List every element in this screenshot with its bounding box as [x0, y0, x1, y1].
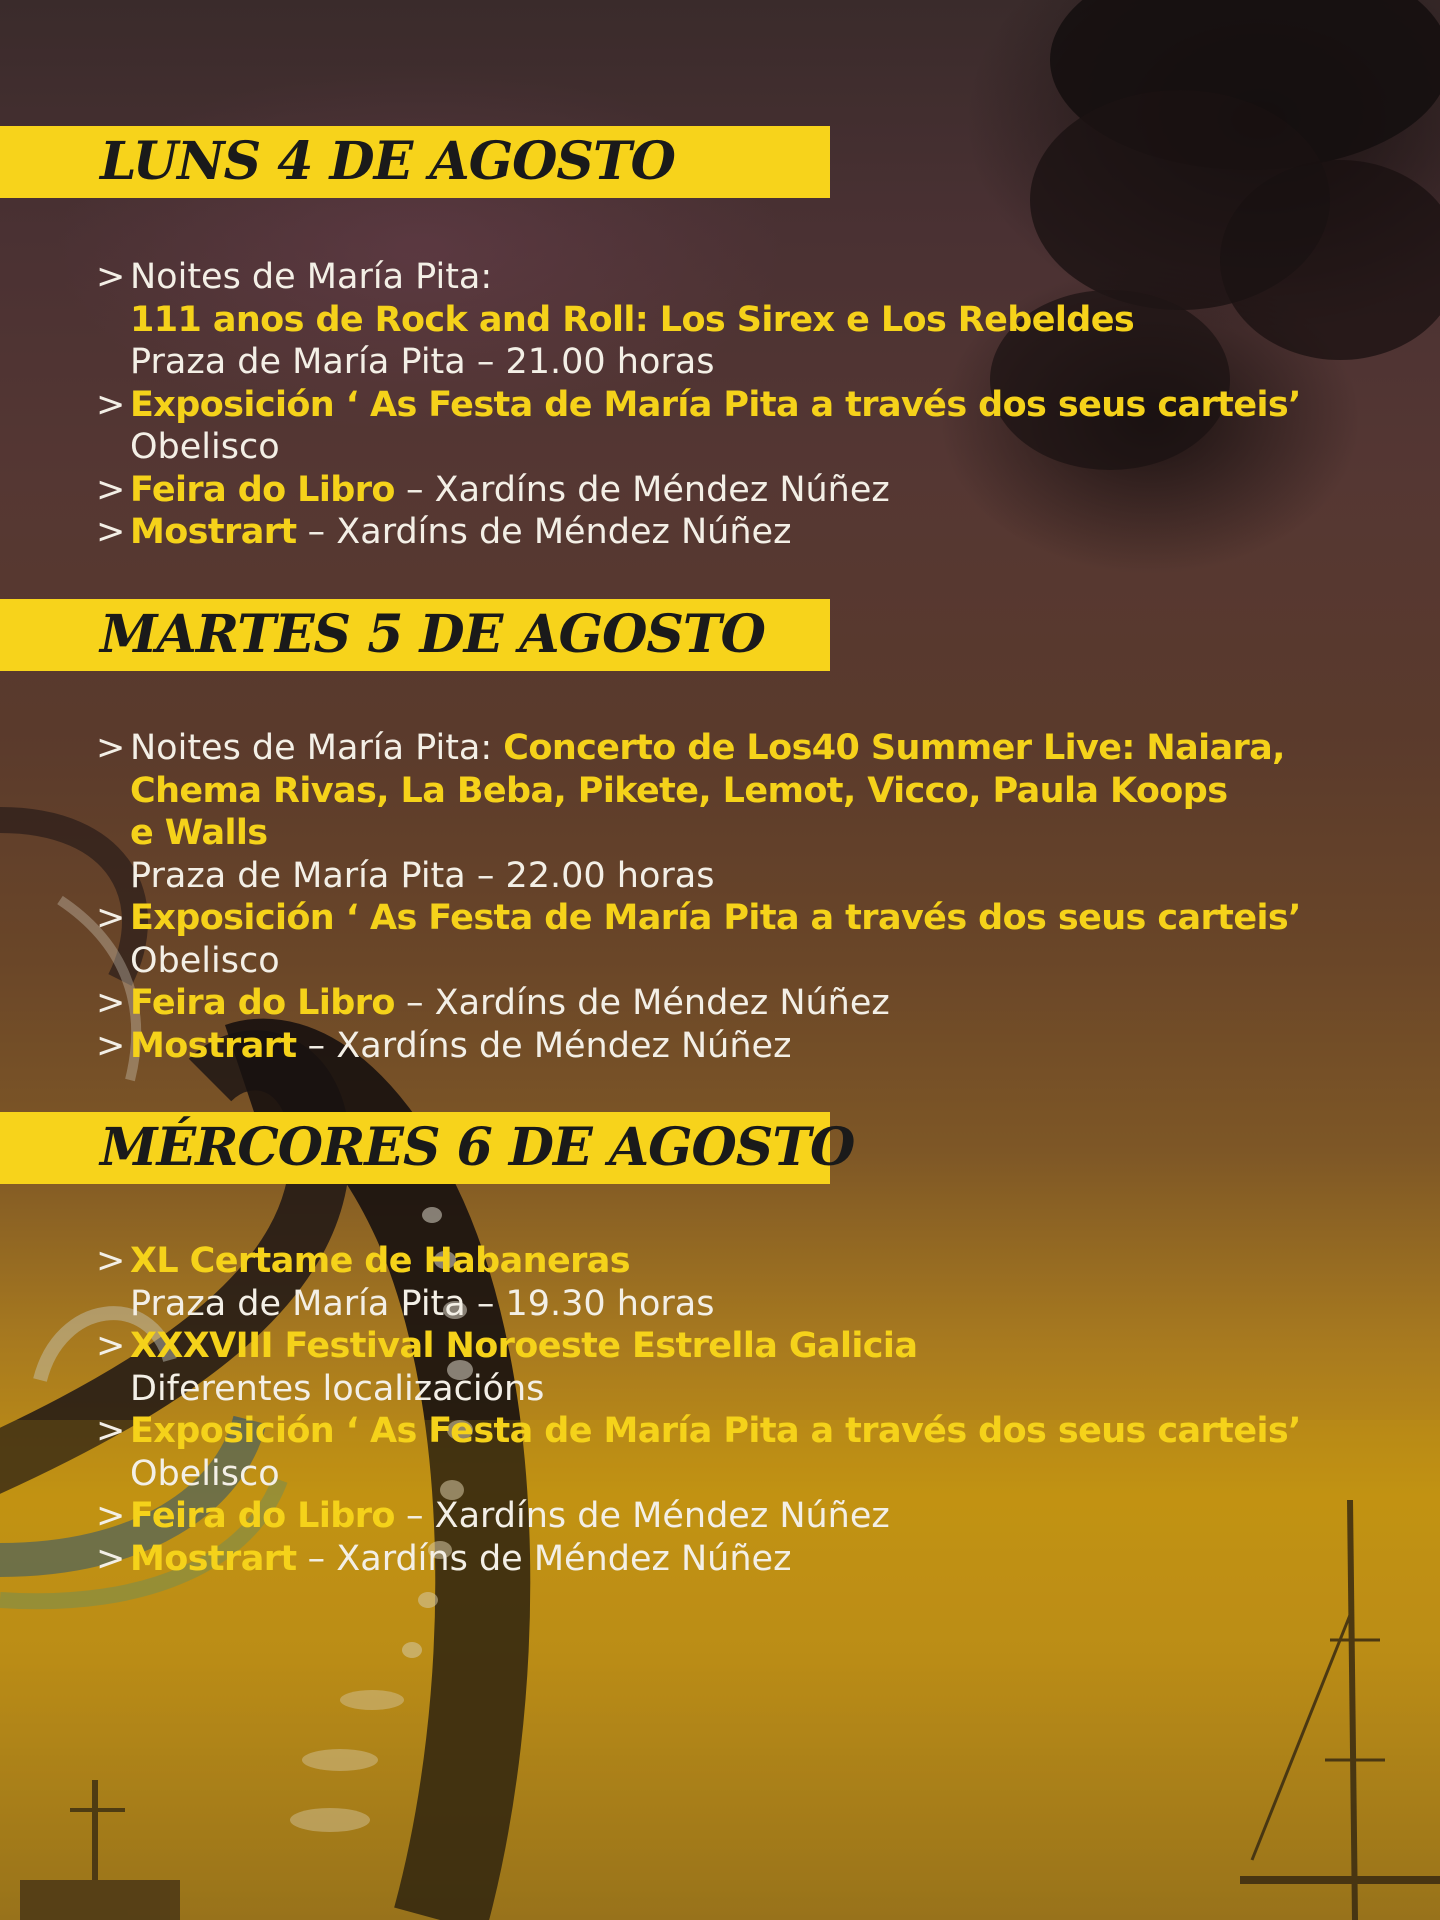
event-title-continued: Chema Rivas, La Beba, Pikete, Lemot, Vicco, Paula Koops — [130, 770, 1228, 811]
event-prefix: Noites de María Pita: — [130, 728, 504, 768]
chevron-right-icon: > — [96, 257, 126, 297]
chevron-right-icon: > — [96, 728, 126, 768]
event-title: Feira do Libro — [130, 1496, 395, 1536]
event-item — [96, 1538, 1370, 1581]
event-location: – Xardíns de Méndez Núñez — [394, 469, 890, 510]
event-item — [96, 511, 1370, 554]
chevron-right-icon: > — [96, 1538, 126, 1579]
event-detail: Praza de María Pita – 21.00 horas — [130, 342, 715, 382]
event-location: – Xardíns de Méndez Núñez — [296, 1025, 792, 1066]
event-title: Exposición ‘ As Festa de María Pita a través dos seus carteis’ — [130, 1411, 1301, 1451]
event-title: Feira do Libro — [130, 469, 395, 510]
chevron-right-icon: > — [96, 898, 126, 938]
event-item — [96, 897, 1370, 982]
event-item — [96, 1325, 1370, 1410]
event-detail: Praza de María Pita – 22.00 horas — [130, 855, 715, 896]
event-detail: Obelisco — [130, 427, 280, 467]
day-banner — [0, 1112, 855, 1184]
chevron-right-icon: > — [96, 384, 126, 425]
event-title: XL Certame de Habaneras — [130, 1241, 631, 1281]
event-item — [96, 982, 1370, 1025]
event-title: 111 anos de Rock and Roll: Los Sirex e Los Rebeldes — [130, 299, 1135, 340]
event-title: Concerto de Los40 Summer Live: Naiara, — [503, 728, 1285, 768]
event-title: XXXVIII Festival Noroeste Estrella Galicia — [130, 1326, 918, 1366]
event-item — [96, 256, 1370, 384]
event-detail: Praza de María Pita – 19.30 horas — [130, 1283, 715, 1324]
event-item — [96, 727, 1370, 897]
event-detail: Diferentes localizacións — [130, 1368, 545, 1409]
event-title: Feira do Libro — [130, 983, 395, 1023]
chevron-right-icon: > — [96, 512, 126, 552]
event-item — [96, 1025, 1370, 1068]
chevron-right-icon: > — [96, 1241, 126, 1281]
event-prefix: Noites de María Pita: — [130, 257, 493, 297]
day-title: LUNS 4 DE AGOSTO — [100, 131, 675, 192]
event-detail: Obelisco — [130, 1453, 280, 1494]
chevron-right-icon: > — [96, 1326, 126, 1366]
event-item — [96, 1495, 1370, 1538]
chevron-right-icon: > — [96, 1411, 126, 1451]
day-banner — [0, 599, 830, 671]
event-title: Mostrart — [130, 512, 297, 552]
day-title: MARTES 5 DE AGOSTO — [100, 604, 765, 665]
event-list — [96, 727, 1370, 1067]
event-item — [96, 1410, 1370, 1495]
event-title: Exposición ‘ As Festa de María Pita a través dos seus carteis’ — [130, 384, 1301, 425]
event-title-continued: e Walls — [130, 813, 268, 853]
event-detail: Obelisco — [130, 940, 280, 981]
day-title: MÉRCORES 6 DE AGOSTO — [100, 1117, 855, 1178]
event-item — [96, 1240, 1370, 1325]
event-list — [96, 1240, 1370, 1580]
event-location: – Xardíns de Méndez Núñez — [394, 983, 890, 1023]
day-banner — [0, 126, 830, 198]
event-item — [96, 384, 1370, 469]
event-location: – Xardíns de Méndez Núñez — [296, 512, 792, 552]
chevron-right-icon: > — [96, 1496, 126, 1536]
chevron-right-icon: > — [96, 983, 126, 1023]
chevron-right-icon: > — [96, 1025, 126, 1066]
event-title: Exposición ‘ As Festa de María Pita a través dos seus carteis’ — [130, 898, 1301, 938]
event-title: Mostrart — [130, 1025, 297, 1066]
chevron-right-icon: > — [96, 469, 126, 510]
event-location: – Xardíns de Méndez Núñez — [394, 1496, 890, 1536]
event-item — [96, 469, 1370, 512]
event-list — [96, 256, 1370, 554]
event-title: Mostrart — [130, 1538, 297, 1579]
event-location: – Xardíns de Méndez Núñez — [296, 1538, 792, 1579]
